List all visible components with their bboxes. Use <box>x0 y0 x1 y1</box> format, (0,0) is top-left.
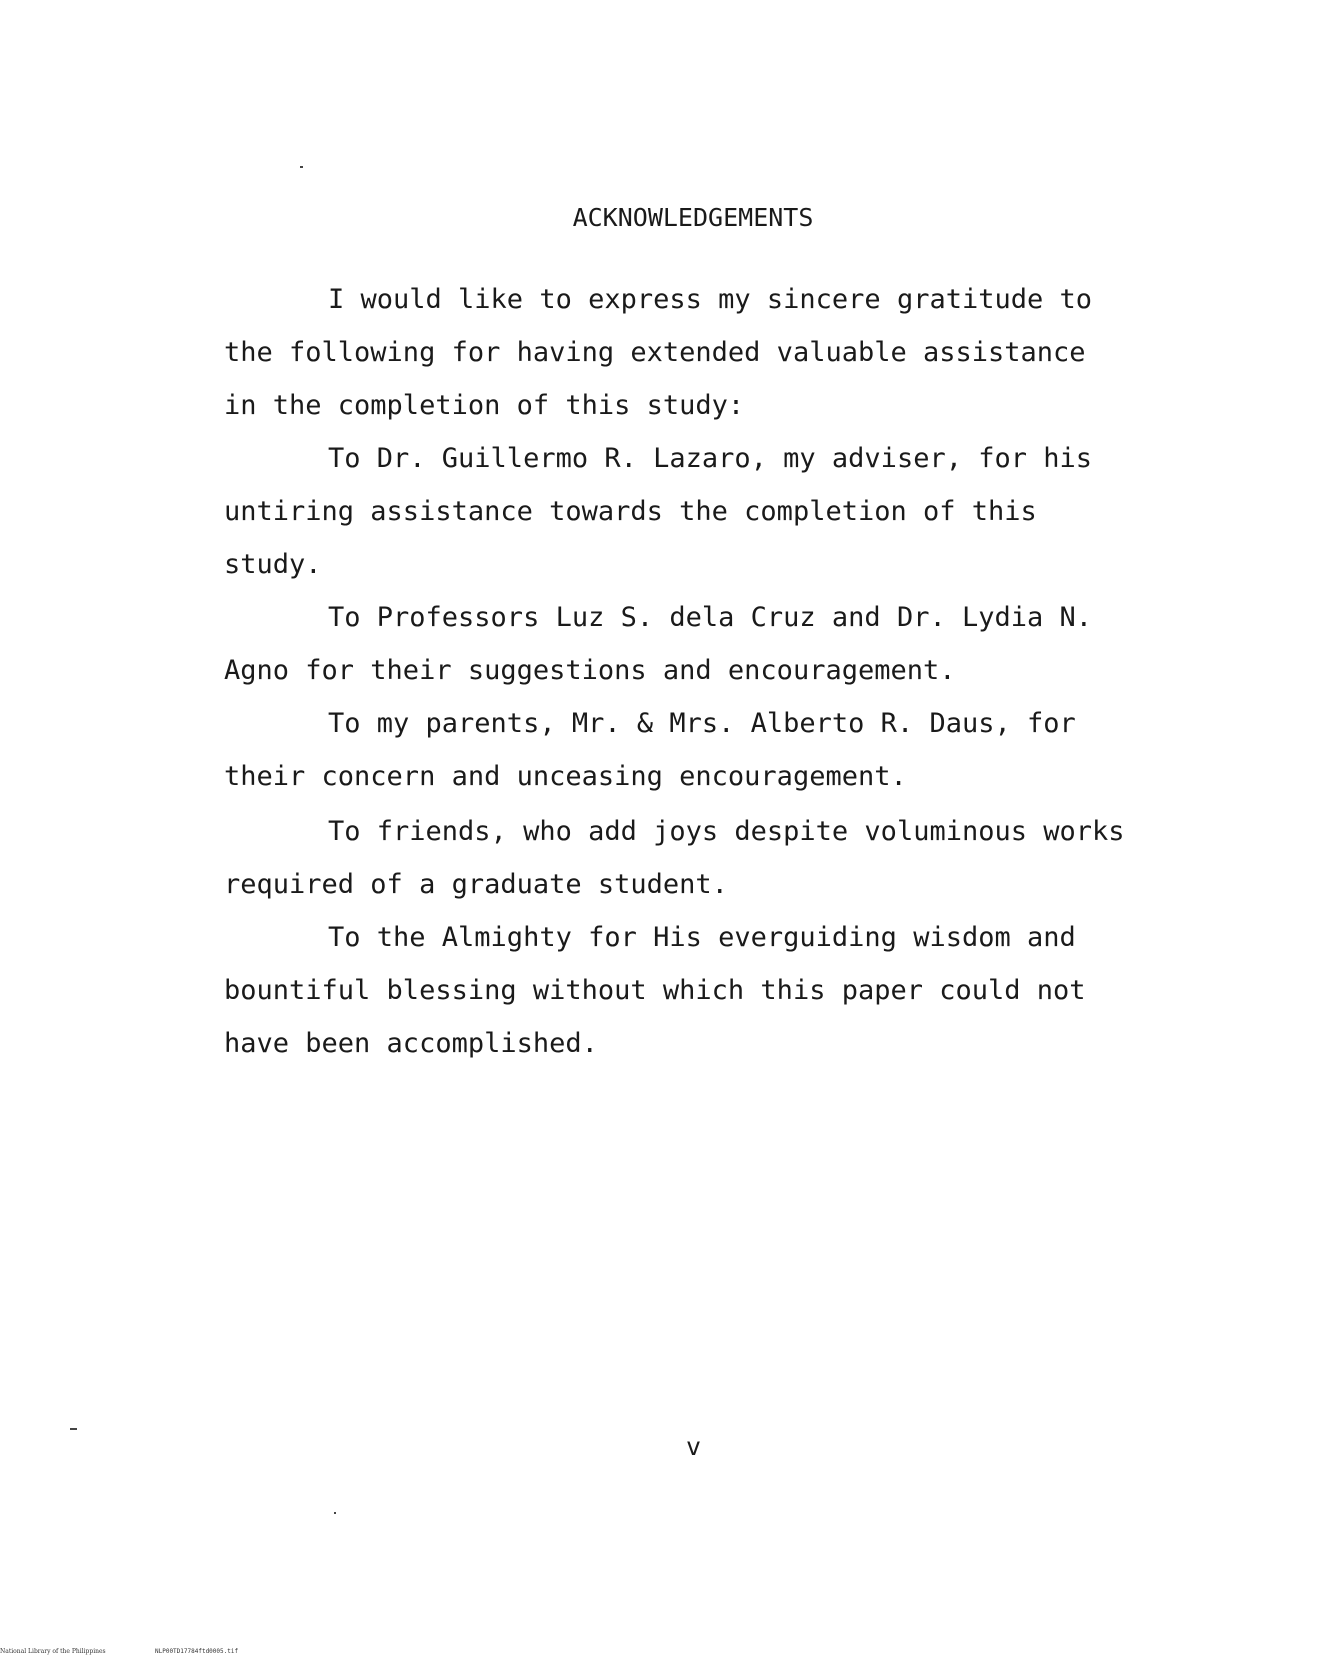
paragraph-line: the following for having extended valuable assistance <box>224 337 1086 368</box>
page-number: v <box>686 1432 702 1461</box>
scan-speck <box>334 1512 336 1514</box>
paragraph-line: study. <box>224 549 322 580</box>
scan-speck <box>300 166 303 168</box>
paragraph-line: required of a graduate student. <box>224 869 728 900</box>
paragraph-line: their concern and unceasing encouragement. <box>224 761 907 792</box>
paragraph-line: To Professors Luz S. dela Cruz and Dr. Lydia N. <box>328 602 1093 633</box>
paragraph-line: To Dr. Guillermo R. Lazaro, my adviser, for his <box>328 443 1093 474</box>
page-title: ACKNOWLEDGEMENTS <box>572 203 814 232</box>
paragraph-line: in the completion of this study: <box>224 390 745 421</box>
paragraph-line: I would like to express my sincere gratitude to <box>328 284 1093 315</box>
paragraph-line: bountiful blessing without which this paper could not <box>224 975 1086 1006</box>
scan-speck <box>70 1428 77 1430</box>
paragraph-line: untiring assistance towards the completion of this <box>224 496 1037 527</box>
footer-filename: NLP00TD17784ftd0005.tif <box>155 1648 239 1655</box>
paragraph-line: have been accomplished. <box>224 1028 598 1059</box>
paragraph-line: To the Almighty for His everguiding wisdom and <box>328 922 1076 953</box>
paragraph-line: To friends, who add joys despite voluminous works <box>328 816 1125 847</box>
paragraph-line: To my parents, Mr. & Mrs. Alberto R. Daus, for <box>328 708 1076 739</box>
footer-library: National Library of the Philippines <box>0 1648 106 1655</box>
paragraph-line: Agno for their suggestions and encouragement. <box>224 655 956 686</box>
